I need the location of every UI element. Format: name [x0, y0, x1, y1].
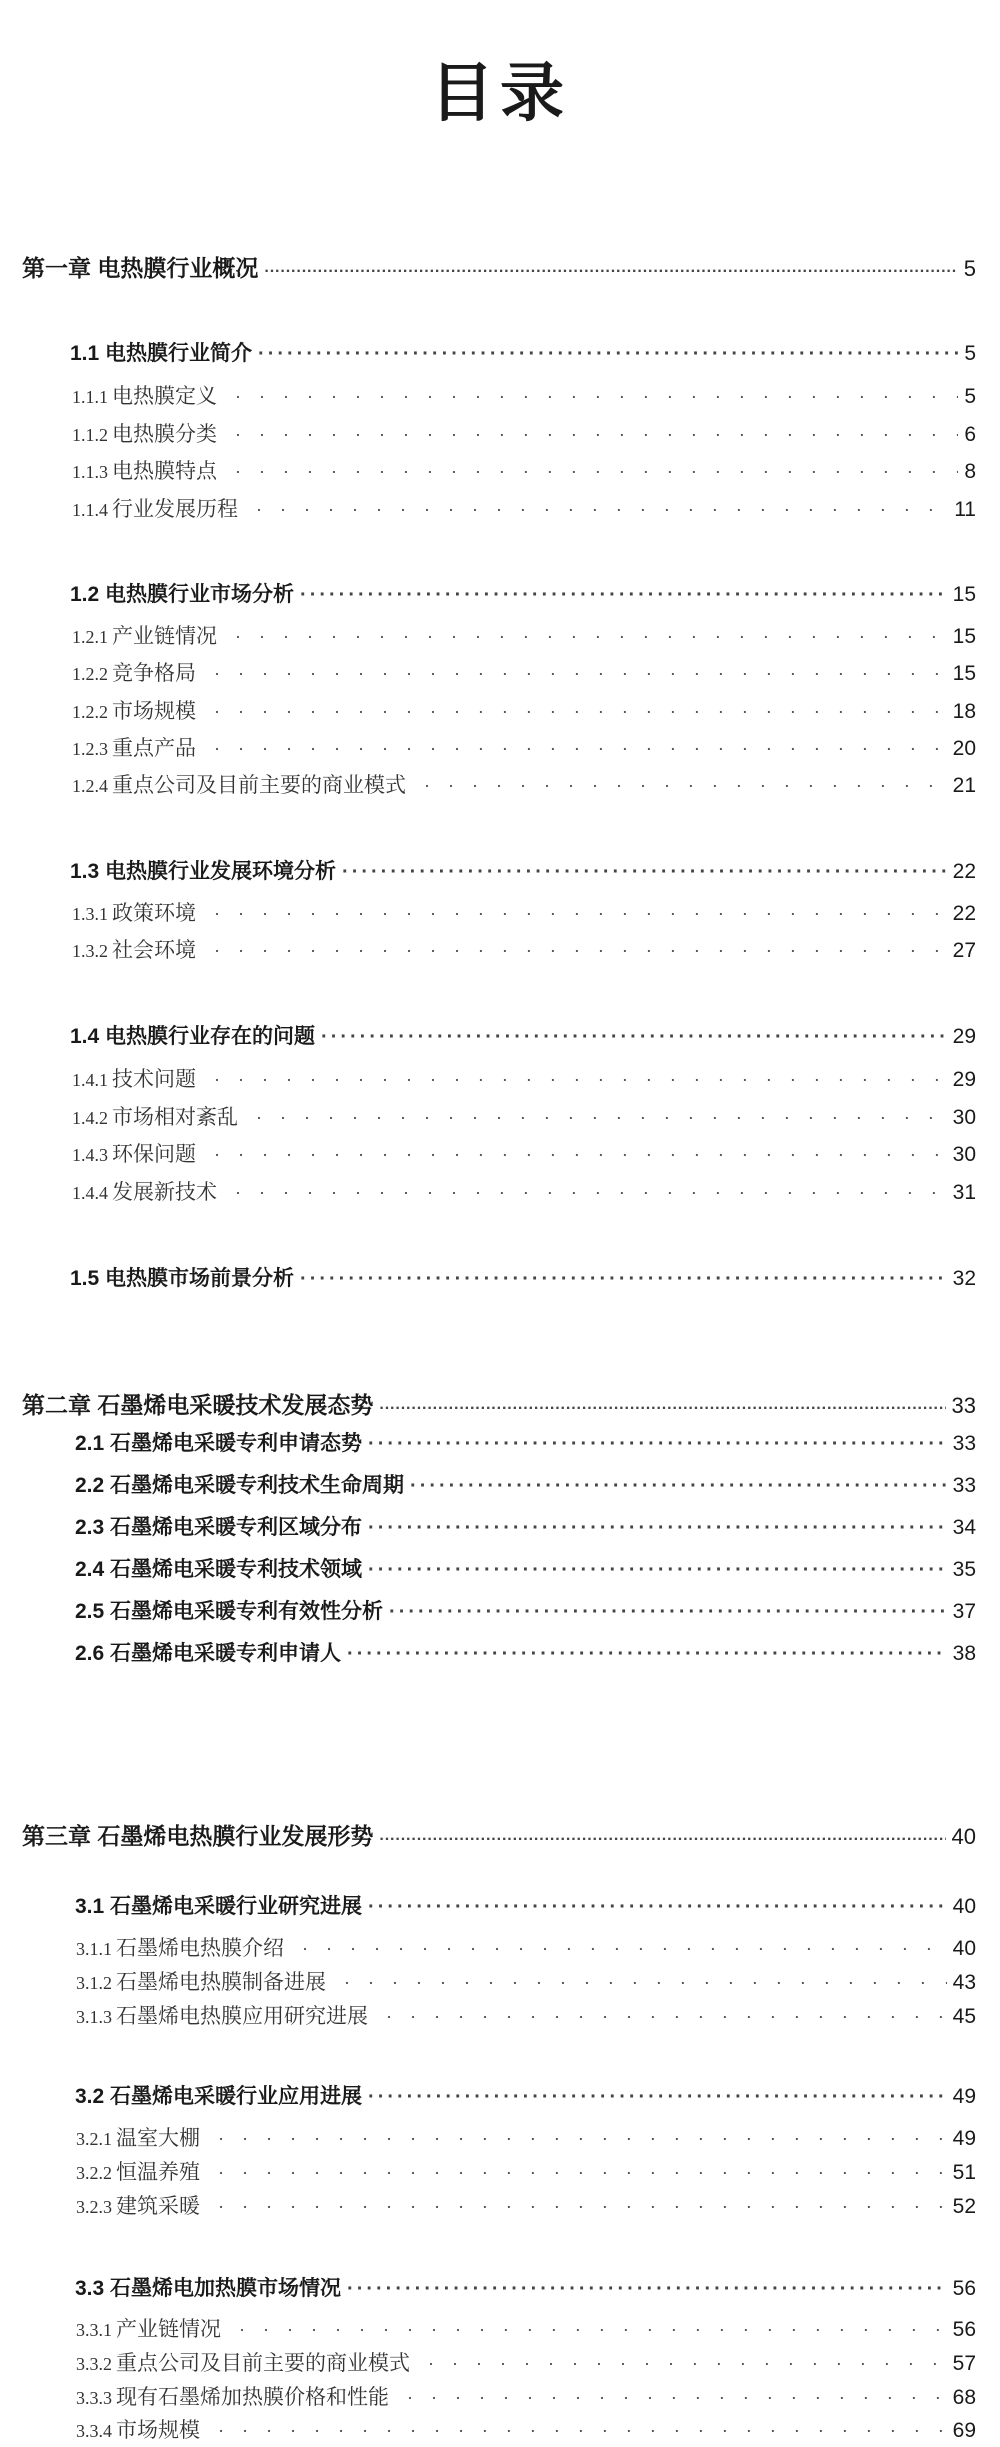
toc-entry-number: 1.4.3: [72, 1145, 108, 1165]
toc-entry-title: [72, 695, 196, 725]
toc-entry-number: 1.2.1: [72, 627, 108, 647]
toc-entry-title: 1.2 电热膜行业市场分析: [70, 583, 295, 606]
toc-dot-leader: [214, 1070, 947, 1091]
toc-chapter-entry[interactable]: [22, 250, 976, 283]
toc-page-number: 15: [952, 583, 976, 606]
toc-dot-leader: [300, 584, 947, 607]
toc-dot-leader: [300, 1268, 947, 1291]
toc-dot-leader: [214, 702, 947, 723]
toc-entry-label: 社会环境: [112, 938, 196, 962]
toc-entry-title: [76, 2381, 389, 2411]
toc-entry-label: 电热膜分类: [112, 422, 217, 446]
toc-dot-leader: [256, 500, 948, 521]
toc-sub-entry[interactable]: [72, 897, 976, 927]
toc-entry-title: 1.1 电热膜行业简介: [70, 342, 253, 365]
toc-page-number: 45: [952, 2005, 976, 2028]
toc-dot-leader: [379, 1831, 945, 1849]
toc-entry-title: [72, 732, 196, 762]
toc-entry-label: 石墨烯电热膜应用研究进展: [116, 2004, 368, 2028]
toc-section-entry[interactable]: [75, 1511, 976, 1541]
toc-dot-leader: [389, 1601, 947, 1624]
toc-dot-leader: [368, 1517, 947, 1540]
toc-chapter-entry[interactable]: [22, 1818, 976, 1851]
toc-section-entry[interactable]: [75, 2080, 976, 2110]
toc-dot-leader: [368, 2086, 947, 2109]
toc-entry-label: 恒温养殖: [116, 2160, 200, 2184]
toc-page-number: 51: [952, 2161, 976, 2184]
toc-page-number: 38: [952, 1642, 976, 1665]
toc-entry-label: 竞争格局: [112, 661, 196, 685]
toc-dot-leader: [258, 343, 958, 366]
toc-dot-leader: [218, 2421, 947, 2442]
toc-sub-entry[interactable]: [72, 769, 976, 799]
toc-dot-leader: [218, 2163, 947, 2184]
toc-page-number: 5: [963, 256, 976, 281]
toc-entry-number: 1.2.2: [72, 702, 108, 722]
toc-entry-number: 3.1.2: [76, 1973, 112, 1993]
toc-page-number: 37: [952, 1600, 976, 1623]
toc-entry-label: 重点公司及目前主要的商业模式: [116, 2351, 410, 2375]
toc-section-entry[interactable]: [70, 1262, 976, 1292]
toc-sub-entry[interactable]: [76, 2381, 976, 2411]
toc-dot-leader: [386, 2007, 947, 2028]
toc-entry-title: 2.6 石墨烯电采暖专利申请人: [75, 1642, 342, 1665]
toc-entry-number: 1.2.4: [72, 776, 108, 796]
toc-sub-entry[interactable]: [72, 380, 976, 410]
toc-entry-label: 发展新技术: [112, 1180, 217, 1204]
toc-dot-leader: [214, 739, 947, 760]
toc-entry-number: 1.3.1: [72, 904, 108, 924]
toc-entry-label: 石墨烯电热膜介绍: [116, 1936, 284, 1960]
toc-dot-leader: [428, 2354, 947, 2375]
toc-entry-label: 行业发展历程: [112, 497, 238, 521]
toc-entry-title: [72, 418, 217, 448]
toc-entry-label: 技术问题: [112, 1067, 196, 1091]
toc-entry-title: 第二章 石墨烯电采暖技术发展态势: [22, 1392, 374, 1418]
toc-dot-leader: [302, 1939, 947, 1960]
toc-sub-entry[interactable]: [76, 2156, 976, 2186]
toc-dot-leader: [347, 1643, 947, 1666]
toc-section-entry[interactable]: [75, 1469, 976, 1499]
toc-sub-entry[interactable]: [76, 1932, 976, 1962]
toc-sub-entry[interactable]: [76, 2000, 976, 2030]
toc-entry-number: 1.2.3: [72, 739, 108, 759]
toc-entry-title: 3.2 石墨烯电采暖行业应用进展: [75, 2085, 363, 2108]
toc-page-number: 68: [952, 2386, 976, 2409]
toc-section-entry[interactable]: [75, 1890, 976, 1920]
toc-entry-label: 环保问题: [112, 1142, 196, 1166]
toc-entry-title: [72, 1138, 196, 1168]
page-title: 目录: [430, 57, 570, 129]
toc-page-number: 34: [952, 1516, 976, 1539]
toc-entry-title: [72, 1101, 238, 1131]
toc-page-number: 8: [964, 460, 976, 483]
toc-page-number: 40: [952, 1937, 976, 1960]
toc-entry-label: 重点产品: [112, 736, 196, 760]
toc-dot-leader: [218, 2129, 947, 2150]
toc-section-entry[interactable]: [75, 2272, 976, 2302]
toc-section-entry[interactable]: [75, 1637, 976, 1667]
toc-entry-title: [72, 455, 217, 485]
toc-entry-label: 重点公司及目前主要的商业模式: [112, 773, 406, 797]
toc-sub-entry[interactable]: [72, 657, 976, 687]
toc-dot-leader: [235, 1183, 947, 1204]
toc-page-number: 18: [952, 700, 976, 723]
toc-sub-entry[interactable]: [76, 2347, 976, 2377]
toc-entry-label: 温室大棚: [116, 2126, 200, 2150]
toc-dot-leader: [264, 263, 957, 281]
toc-page-number: 56: [952, 2318, 976, 2341]
toc-entry-title: 1.3 电热膜行业发展环境分析: [70, 860, 337, 883]
toc-section-entry[interactable]: [70, 578, 976, 608]
toc-entry-number: 3.2.2: [76, 2163, 112, 2183]
toc-page-number: 6: [964, 423, 976, 446]
toc-entry-number: 1.2.2: [72, 664, 108, 684]
toc-entry-label: 产业链情况: [112, 624, 217, 648]
toc-entry-label: 建筑采暖: [116, 2194, 200, 2218]
toc-page-number: 43: [952, 1971, 976, 1994]
toc-entry-number: 1.1.4: [72, 500, 108, 520]
toc-entry-number: 3.2.3: [76, 2197, 112, 2217]
toc-dot-leader: [321, 1026, 947, 1049]
toc-dot-leader: [347, 2278, 947, 2301]
toc-entry-label: 现有石墨烯加热膜价格和性能: [116, 2385, 389, 2409]
toc-dot-leader: [214, 1145, 947, 1166]
toc-dot-leader: [235, 462, 958, 483]
toc-sub-entry[interactable]: [76, 1966, 976, 1996]
toc-entry-title: [76, 2122, 200, 2152]
toc-dot-leader: [218, 2197, 947, 2218]
toc-dot-leader: [239, 2320, 947, 2341]
toc-entry-title: [76, 2190, 200, 2220]
toc-page-number: 33: [952, 1432, 976, 1455]
toc-section-entry[interactable]: [75, 1427, 976, 1457]
toc-page-number: 40: [951, 1824, 976, 1849]
toc-entry-number: 3.3.2: [76, 2354, 112, 2374]
toc-entry-label: 电热膜特点: [112, 459, 217, 483]
toc-entry-label: 产业链情况: [116, 2317, 221, 2341]
toc-dot-leader: [368, 1896, 947, 1919]
toc-entry-title: 2.1 石墨烯电采暖专利申请态势: [75, 1432, 363, 1455]
toc-page-number: 21: [952, 774, 976, 797]
toc-page-number: 27: [952, 939, 976, 962]
toc-section-entry[interactable]: [75, 1553, 976, 1583]
toc-entry-title: 2.4 石墨烯电采暖专利技术领域: [75, 1558, 363, 1581]
toc-sub-entry[interactable]: [72, 418, 976, 448]
toc-sub-entry[interactable]: [72, 620, 976, 650]
toc-dot-leader: [368, 1433, 947, 1456]
toc-entry-number: 3.1.1: [76, 1939, 112, 1959]
toc-page-number: 52: [952, 2195, 976, 2218]
toc-sub-entry[interactable]: [72, 455, 976, 485]
toc-entry-title: 1.4 电热膜行业存在的问题: [70, 1025, 316, 1048]
toc-entry-title: [72, 657, 196, 687]
toc-entry-title: 第一章 电热膜行业概况: [22, 255, 259, 281]
toc-sub-entry[interactable]: [76, 2313, 976, 2343]
toc-entry-title: 2.2 石墨烯电采暖专利技术生命周期: [75, 1474, 405, 1497]
toc-page-number: 49: [952, 2085, 976, 2108]
toc-entry-title: [76, 1966, 326, 1996]
toc-dot-leader: [214, 941, 947, 962]
toc-page-number: 69: [952, 2419, 976, 2442]
toc-entry-title: [72, 620, 217, 650]
toc-entry-label: 市场相对紊乱: [112, 1105, 238, 1129]
toc-entry-label: 市场规模: [112, 699, 196, 723]
toc-entry-title: 3.1 石墨烯电采暖行业研究进展: [75, 1895, 363, 1918]
toc-entry-title: [76, 2347, 410, 2377]
toc-entry-title: 1.5 电热膜市场前景分析: [70, 1267, 295, 1290]
toc-section-entry[interactable]: [70, 855, 976, 885]
toc-entry-number: 3.3.3: [76, 2388, 112, 2408]
toc-entry-number: 1.4.1: [72, 1070, 108, 1090]
toc-page-number: 20: [952, 737, 976, 760]
toc-entry-title: 3.3 石墨烯电加热膜市场情况: [75, 2277, 342, 2300]
toc-section-entry[interactable]: [70, 337, 976, 367]
toc-entry-label: 石墨烯电热膜制备进展: [116, 1970, 326, 1994]
toc-sub-entry[interactable]: [72, 934, 976, 964]
toc-page-number: 30: [952, 1143, 976, 1166]
toc-page-number: 31: [952, 1181, 976, 1204]
toc-sub-entry[interactable]: [76, 2122, 976, 2152]
toc-entry-title: 第三章 石墨烯电热膜行业发展形势: [22, 1823, 374, 1849]
toc-entry-number: 1.1.3: [72, 462, 108, 482]
toc-entry-title: [76, 2000, 368, 2030]
toc-dot-leader: [368, 1559, 947, 1582]
toc-entry-title: [72, 1176, 217, 1206]
toc-sub-entry[interactable]: [76, 2190, 976, 2220]
toc-entry-title: [72, 897, 196, 927]
toc-dot-leader: [214, 664, 947, 685]
toc-page-number: 40: [952, 1895, 976, 1918]
toc-entry-title: [76, 2313, 221, 2343]
toc-entry-title: [72, 934, 196, 964]
toc-page-number: 22: [952, 902, 976, 925]
toc-dot-leader: [407, 2388, 947, 2409]
toc-dot-leader: [424, 776, 947, 797]
toc-dot-leader: [410, 1475, 947, 1498]
toc-entry-title: 2.3 石墨烯电采暖专利区域分布: [75, 1516, 363, 1539]
toc-page-number: 56: [952, 2277, 976, 2300]
toc-sub-entry[interactable]: [72, 1176, 976, 1206]
toc-entry-title: [76, 2156, 200, 2186]
toc-entry-label: 市场规模: [116, 2418, 200, 2442]
toc-dot-leader: [235, 627, 947, 648]
toc-dot-leader: [235, 387, 958, 408]
toc-page-number: 29: [952, 1068, 976, 1091]
toc-entry-title: [76, 2414, 200, 2444]
toc-sub-entry[interactable]: [72, 695, 976, 725]
toc-page-number: 15: [952, 662, 976, 685]
toc-entry-number: 3.2.1: [76, 2129, 112, 2149]
toc-page-number: 22: [952, 860, 976, 883]
toc-page-number: 57: [952, 2352, 976, 2375]
toc-page-number: 33: [951, 1393, 976, 1418]
toc-entry-title: [72, 493, 238, 523]
toc-dot-leader: [214, 904, 947, 925]
toc-entry-label: 政策环境: [112, 901, 196, 925]
toc-entry-number: 3.3.4: [76, 2421, 112, 2441]
toc-page-number: 5: [964, 385, 976, 408]
toc-entry-number: 1.4.2: [72, 1108, 108, 1128]
toc-entry-number: 1.1.1: [72, 387, 108, 407]
toc-section-entry[interactable]: [70, 1020, 976, 1050]
toc-entry-label: 电热膜定义: [112, 384, 217, 408]
toc-page-number: 49: [952, 2127, 976, 2150]
toc-page-number: 35: [952, 1558, 976, 1581]
toc-dot-leader: [256, 1108, 947, 1129]
toc-entry-number: 3.1.3: [76, 2007, 112, 2027]
toc-entry-number: 1.1.2: [72, 425, 108, 445]
toc-page-number: 29: [952, 1025, 976, 1048]
toc-entry-number: 1.3.2: [72, 941, 108, 961]
toc-sub-entry[interactable]: [72, 1063, 976, 1093]
toc-entry-title: 2.5 石墨烯电采暖专利有效性分析: [75, 1600, 384, 1623]
toc-sub-entry[interactable]: [72, 1101, 976, 1131]
toc-sub-entry[interactable]: [76, 2414, 976, 2444]
toc-dot-leader: [344, 1973, 947, 1994]
toc-page-number: 30: [952, 1106, 976, 1129]
toc-page-number: 33: [952, 1474, 976, 1497]
toc-page-number: 5: [964, 342, 976, 365]
toc-entry-title: [72, 1063, 196, 1093]
toc-page-number: 15: [952, 625, 976, 648]
toc-chapter-entry[interactable]: [22, 1387, 976, 1420]
toc-dot-leader: [235, 425, 958, 446]
toc-page-number: 32: [952, 1267, 976, 1290]
toc-section-entry[interactable]: [75, 1595, 976, 1625]
toc-dot-leader: [379, 1400, 945, 1418]
toc-dot-leader: [342, 861, 947, 884]
toc-sub-entry[interactable]: [72, 493, 976, 523]
toc-entry-number: 3.3.1: [76, 2320, 112, 2340]
toc-entry-title: [72, 769, 406, 799]
toc-sub-entry[interactable]: [72, 1138, 976, 1168]
toc-entry-title: [72, 380, 217, 410]
toc-page-number: 11: [954, 498, 976, 521]
toc-sub-entry[interactable]: [72, 732, 976, 762]
toc-entry-number: 1.4.4: [72, 1183, 108, 1203]
toc-entry-title: [76, 1932, 284, 1962]
